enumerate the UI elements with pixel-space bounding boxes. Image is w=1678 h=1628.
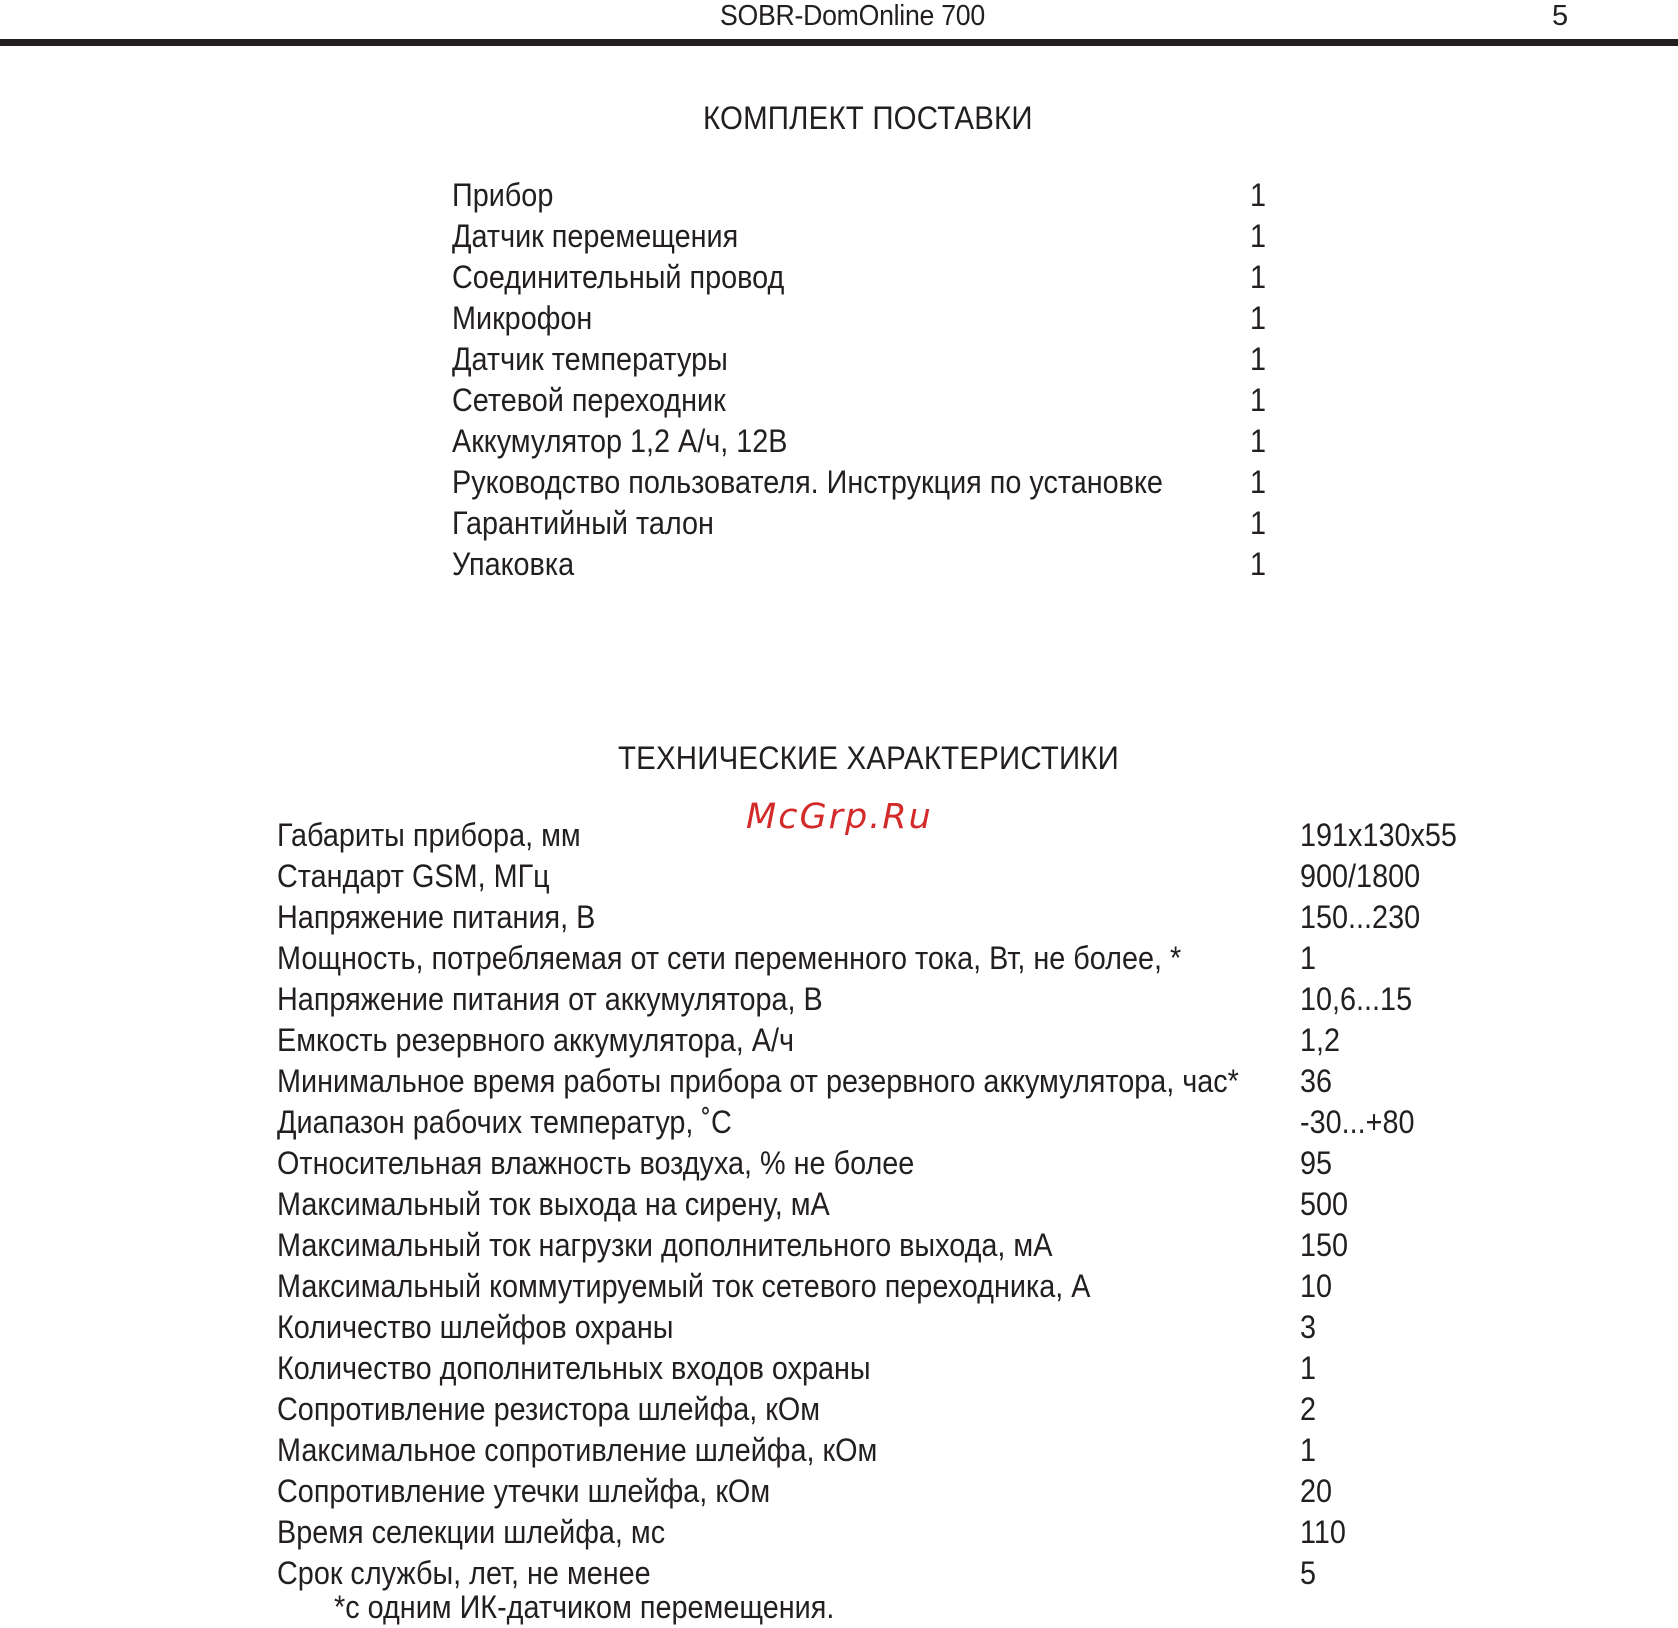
header-divider: [0, 39, 1678, 46]
spec-value: 110: [1300, 1514, 1346, 1550]
spec-value: 5: [1300, 1555, 1317, 1591]
list-item: [452, 216, 1272, 257]
spec-row: [277, 979, 1477, 1020]
spec-name: Количество дополнительных входов охраны: [277, 1350, 871, 1386]
spec-row: [277, 1020, 1477, 1061]
spec-name: Относительная влажность воздуха, % не более: [277, 1145, 915, 1181]
page-header: [0, 0, 1678, 48]
list-item: [452, 257, 1272, 298]
watermark: McGrp.Ru: [746, 797, 933, 837]
kit-list: [452, 175, 1272, 585]
item-qty: 1: [1250, 177, 1267, 213]
spec-value: 1,2: [1300, 1022, 1341, 1058]
spec-value: 36: [1300, 1063, 1333, 1099]
spec-name: Мощность, потребляемая от сети переменного тока, Вт, не более, *: [277, 940, 1182, 976]
list-item: [452, 544, 1272, 585]
spec-row: [277, 1266, 1477, 1307]
spec-value: 150...230: [1300, 899, 1421, 935]
specs-section-title: ТЕХНИЧЕСКИЕ ХАРАКТЕРИСТИКИ: [618, 740, 1119, 776]
item-name: Аккумулятор 1,2 А/ч, 12В: [452, 423, 788, 459]
spec-name: Максимальный коммутируемый ток сетевого переходника, А: [277, 1268, 1091, 1304]
spec-value: 10,6...15: [1300, 981, 1413, 1017]
spec-row: [277, 1061, 1477, 1102]
spec-row: [277, 1348, 1477, 1389]
spec-value: 1: [1300, 940, 1317, 976]
spec-value: 500: [1300, 1186, 1349, 1222]
spec-row: [277, 1512, 1477, 1553]
spec-name: Напряжение питания от аккумулятора, В: [277, 981, 823, 1017]
spec-row: [277, 1307, 1477, 1348]
spec-name: Срок службы, лет, не менее: [277, 1555, 651, 1591]
spec-name: Максимальное сопротивление шлейфа, кОм: [277, 1432, 878, 1468]
kit-section-title: КОМПЛЕКТ ПОСТАВКИ: [703, 100, 1033, 136]
spec-name: Габариты прибора, мм: [277, 817, 581, 853]
spec-row: [277, 938, 1477, 979]
item-qty: 1: [1250, 341, 1267, 377]
spec-row: [277, 815, 1477, 856]
item-name: Датчик перемещения: [452, 218, 739, 254]
spec-row: [277, 1389, 1477, 1430]
spec-value: 900/1800: [1300, 858, 1421, 894]
spec-value: 150: [1300, 1227, 1349, 1263]
spec-name: Диапазон рабочих температур, ˚С: [277, 1104, 732, 1140]
list-item: [452, 421, 1272, 462]
item-name: Микрофон: [452, 300, 593, 336]
spec-row: [277, 1471, 1477, 1512]
spec-value: 2: [1300, 1391, 1317, 1427]
list-item: [452, 298, 1272, 339]
spec-name: Время селекции шлейфа, мс: [277, 1514, 666, 1550]
list-item: [452, 503, 1272, 544]
list-item: [452, 339, 1272, 380]
specs-footnote: *с одним ИК-датчиком перемещения.: [334, 1589, 835, 1625]
spec-row: [277, 1102, 1477, 1143]
item-qty: 1: [1250, 546, 1267, 582]
spec-name: Максимальный ток выхода на сирену, мА: [277, 1186, 830, 1222]
item-qty: 1: [1250, 423, 1267, 459]
item-qty: 1: [1250, 300, 1267, 336]
spec-row: [277, 1225, 1477, 1266]
spec-name: Емкость резервного аккумулятора, А/ч: [277, 1022, 795, 1058]
spec-value: -30...+80: [1300, 1104, 1415, 1140]
spec-row: [277, 856, 1477, 897]
spec-name: Максимальный ток нагрузки дополнительного выхода, мА: [277, 1227, 1053, 1263]
spec-value: 3: [1300, 1309, 1317, 1345]
item-name: Соединительный провод: [452, 259, 785, 295]
spec-value: 95: [1300, 1145, 1333, 1181]
spec-name: Минимальное время работы прибора от резервного аккумулятора, час*: [277, 1063, 1239, 1099]
item-name: Сетевой переходник: [452, 382, 726, 418]
spec-value: 10: [1300, 1268, 1333, 1304]
spec-row: [277, 1430, 1477, 1471]
spec-name: Стандарт GSM, МГц: [277, 858, 550, 894]
specs-list: [277, 815, 1477, 1594]
spec-name: Количество шлейфов охраны: [277, 1309, 674, 1345]
page-number: 5: [1552, 0, 1569, 32]
item-name: Датчик температуры: [452, 341, 728, 377]
item-name: Прибор: [452, 177, 554, 213]
item-qty: 1: [1250, 218, 1267, 254]
spec-name: Сопротивление утечки шлейфа, кОм: [277, 1473, 771, 1509]
spec-value: 191x130x55: [1300, 817, 1457, 853]
document-title: SOBR-DomOnline 700: [720, 0, 985, 32]
spec-value: 1: [1300, 1432, 1317, 1468]
list-item: [452, 175, 1272, 216]
spec-value: 20: [1300, 1473, 1333, 1509]
spec-row: [277, 1143, 1477, 1184]
item-name: Упаковка: [452, 546, 575, 582]
spec-name: Сопротивление резистора шлейфа, кОм: [277, 1391, 821, 1427]
item-name: Гарантийный талон: [452, 505, 714, 541]
item-qty: 1: [1250, 259, 1267, 295]
item-name: Руководство пользователя. Инструкция по установке: [452, 464, 1163, 500]
item-qty: 1: [1250, 382, 1267, 418]
list-item: [452, 462, 1272, 503]
item-qty: 1: [1250, 464, 1267, 500]
spec-row: [277, 1184, 1477, 1225]
item-qty: 1: [1250, 505, 1267, 541]
spec-row: [277, 897, 1477, 938]
spec-name: Напряжение питания, В: [277, 899, 596, 935]
list-item: [452, 380, 1272, 421]
spec-value: 1: [1300, 1350, 1317, 1386]
